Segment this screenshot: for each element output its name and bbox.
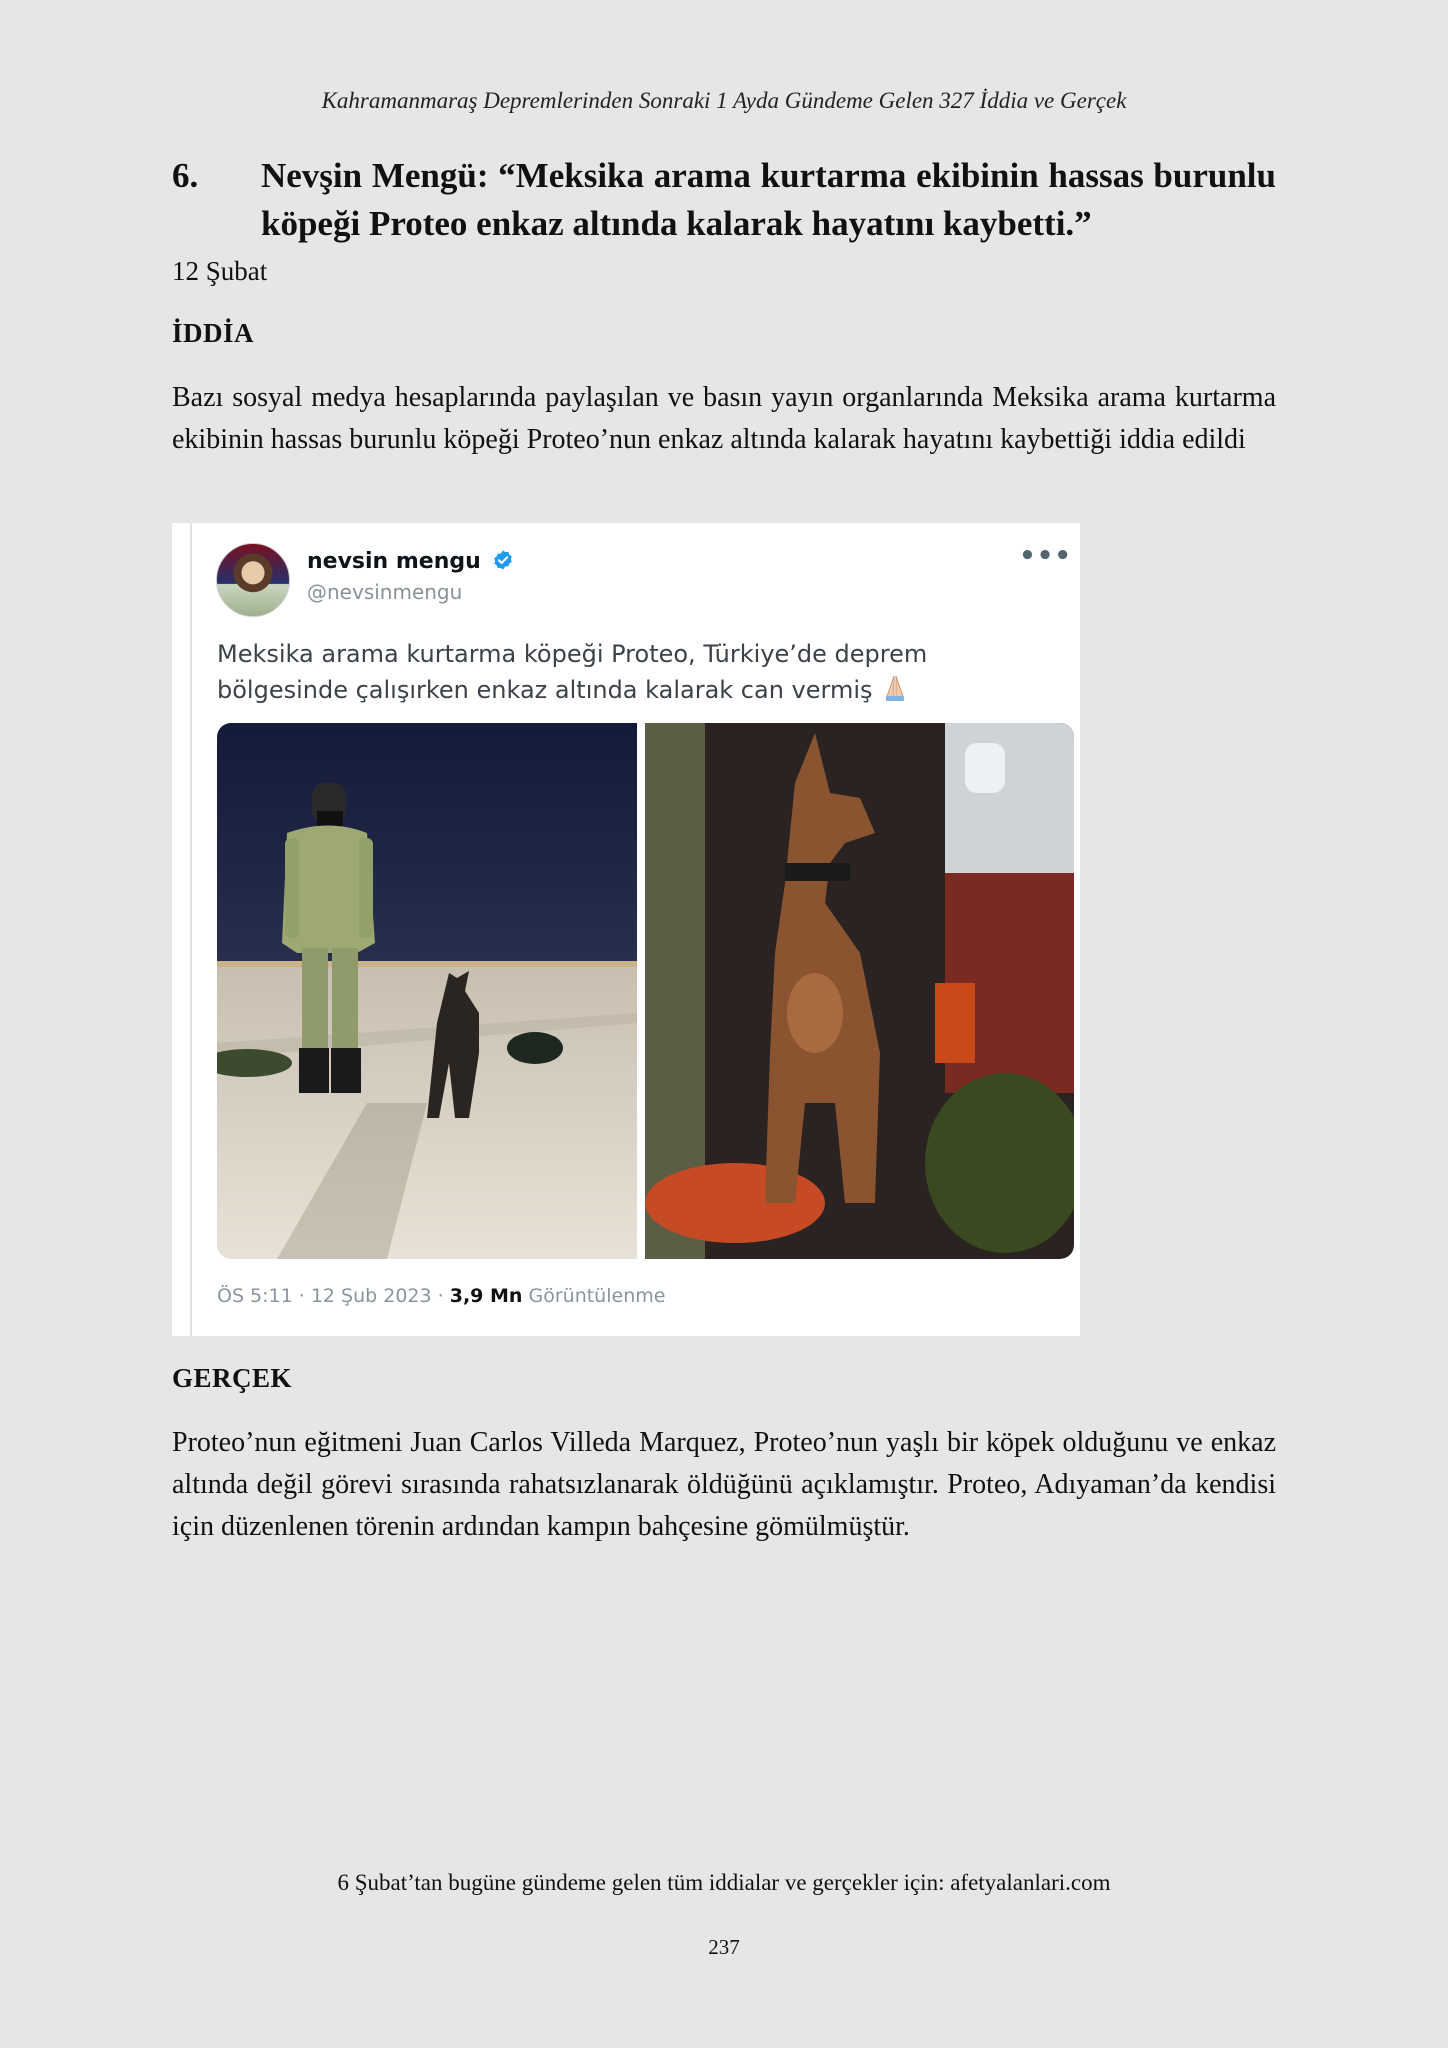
tweet-photos <box>217 723 1074 1259</box>
claim-text: Bazı sosyal medya hesaplarında paylaşılan ve basın yayın organlarında Meksika arama kurtarma ekibinin hassas burunlu köpeği Proteo’nun enkaz altında kalarak hayatını kaybettiği iddia edildi <box>172 382 1276 455</box>
tweet-meta <box>217 1285 665 1307</box>
praying-hands-icon <box>880 672 910 712</box>
tweet-left-border <box>190 523 192 1336</box>
views-label: Görüntülenme <box>522 1285 666 1307</box>
tweet-timestamp: ÖS 5:11 · 12 Şub 2023 · <box>217 1285 450 1307</box>
fact-text: Proteo’nun eğitmeni Juan Carlos Villeda Marquez, Proteo’nun yaşlı bir köpek olduğunu ve enkaz altında değil görevi sırasında rahatsızlanarak öldüğünü açıklamıştır. Proteo, Adıyaman’da kendisi için düzenlenen törenin ardından kampın bahçesine gömülmüştür. <box>172 1427 1276 1542</box>
photo-soldier-with-dog <box>217 723 637 1259</box>
tweet-author <box>307 549 514 577</box>
fact-label: GERÇEK <box>172 1363 293 1393</box>
verified-badge-icon <box>492 549 514 577</box>
tweet-screenshot <box>172 523 1080 1336</box>
section-heading <box>172 152 1276 248</box>
footer-note: 6 Şubat’tan bugüne gündeme gelen tüm iddialar ve gerçekler için: afetyalanlari.com <box>337 1870 1111 1895</box>
more-options-icon: ••• <box>1019 541 1072 571</box>
section-title: Nevşin Mengü: “Meksika arama kurtarma ekibinin hassas burunlu köpeği Proteo enkaz altında kalarak hayatını kaybetti.” <box>261 156 1276 243</box>
tweet-body: Meksika arama kurtarma köpeği Proteo, Türkiye’de deprem bölgesinde çalışırken enkaz altında kalarak can vermiş <box>217 640 928 704</box>
tweet-text <box>217 637 1057 712</box>
photo-dog-closeup <box>645 723 1074 1259</box>
section-number: 6. <box>172 156 199 195</box>
avatar <box>216 543 290 617</box>
running-head: Kahramanmaraş Depremlerinden Sonraki 1 Ayda Gündeme Gelen 327 İddia ve Gerçek <box>321 88 1127 113</box>
claim-label: İDDİA <box>172 318 255 348</box>
tweet-display-name: nevsin mengu <box>307 549 481 574</box>
claim-date: 12 Şubat <box>172 256 268 286</box>
tweet-handle: @nevsinmengu <box>307 580 463 604</box>
views-count: 3,9 Mn <box>449 1285 523 1307</box>
page-number: 237 <box>708 1935 740 1959</box>
